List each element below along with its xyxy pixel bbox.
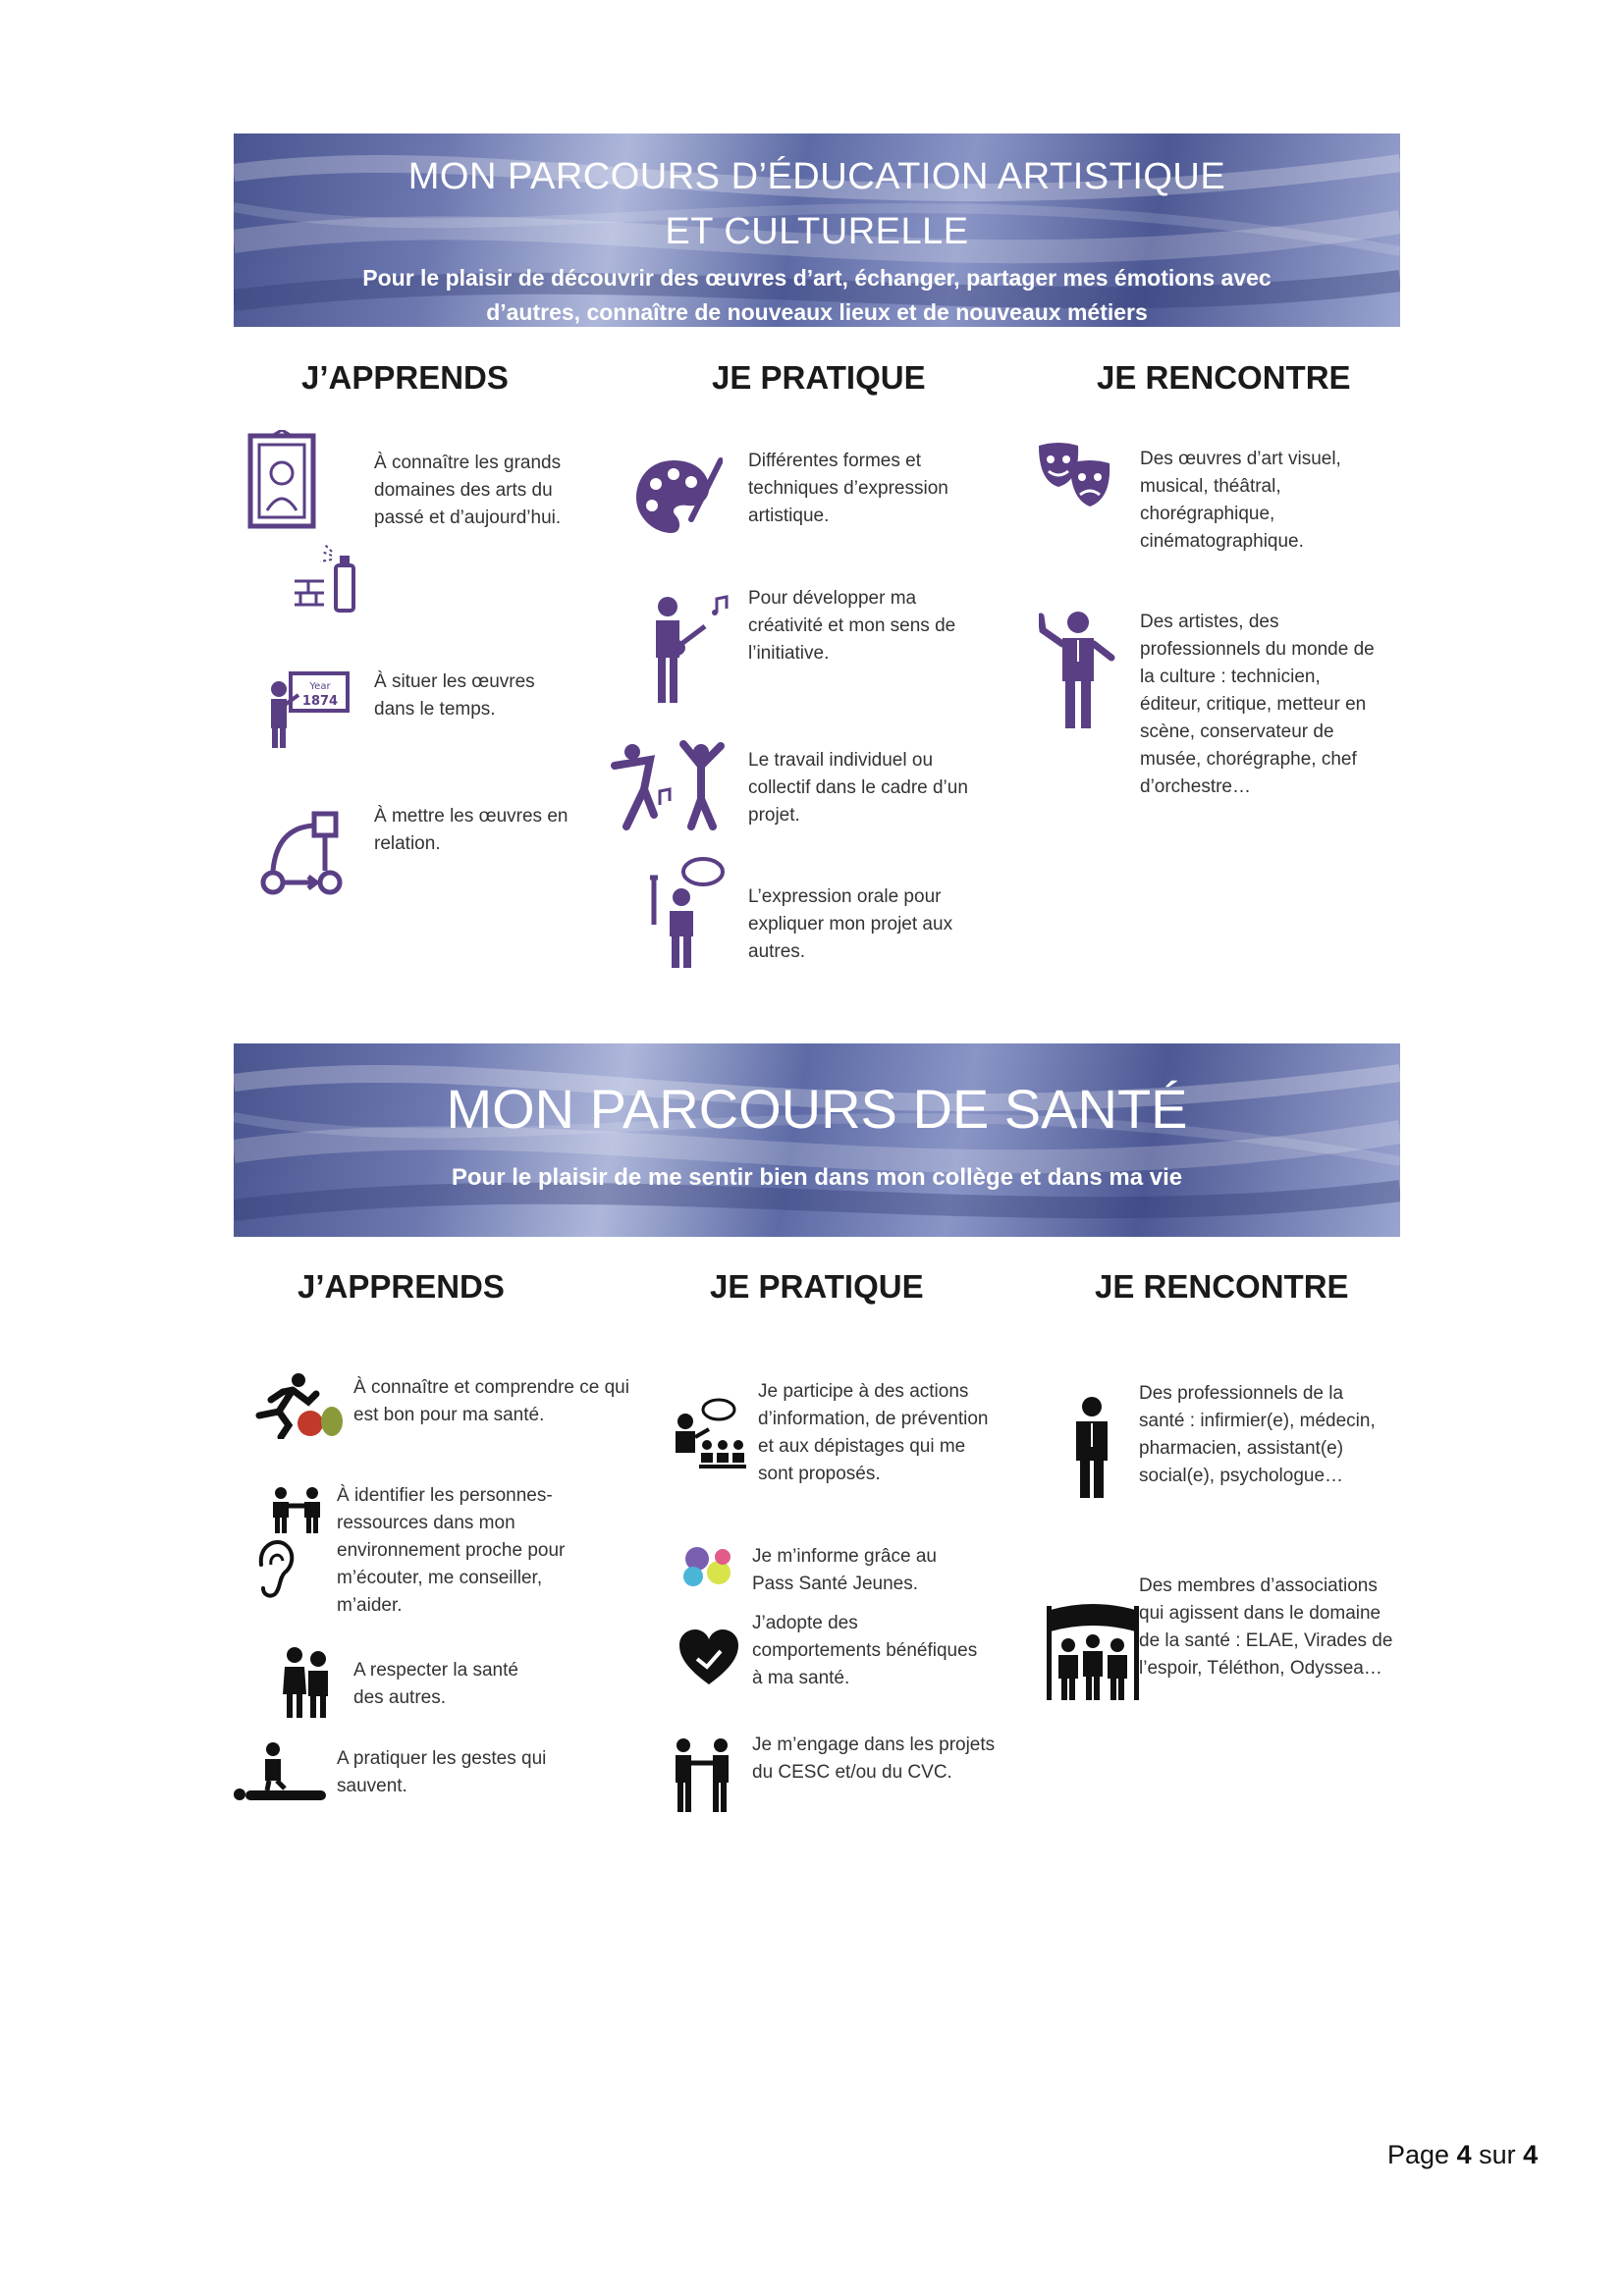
s1-rencontre-item-1: Des œuvres d’art visuel, musical, théâtral, chorégraphique, cinématographique. bbox=[1140, 449, 1341, 552]
section2-col-rencontre: JE RENCONTRE bbox=[1095, 1268, 1349, 1305]
dancers-icon bbox=[611, 740, 727, 830]
theatre-masks-icon bbox=[1037, 442, 1111, 508]
handshake-people-icon bbox=[672, 1737, 732, 1812]
section1-title: MON PARCOURS D’ÉDUCATION ARTISTIQUE ET CULTURELLE bbox=[407, 156, 1226, 252]
s1-pratique-item-3: Le travail individuel ou collectif dans le cadre d’un projet. bbox=[748, 750, 968, 826]
speaker-icon bbox=[644, 856, 729, 970]
runner-with-fruit-icon bbox=[253, 1372, 346, 1439]
presenter-audience-icon bbox=[672, 1398, 746, 1474]
ear-icon bbox=[251, 1537, 297, 1600]
teacher-timeline-icon bbox=[265, 667, 352, 750]
s1-rencontre-item-2: Des artistes, des professionnels du monde de la culture : technicien, éditeur, critique, metteur en scène, conservateur de musée, chorégraphe, chef d’orchestre… bbox=[1140, 612, 1375, 797]
s2-apprends-item-3: A respecter la santé des autres. bbox=[353, 1660, 518, 1708]
two-people-icon bbox=[269, 1486, 324, 1533]
s2-apprends-item-4: A pratiquer les gestes qui sauvent. bbox=[337, 1748, 547, 1796]
s2-apprends-item-2: À identifier les personnes-ressources dans mon environnement proche pour m’écouter, me conseiller, m’aider. bbox=[337, 1485, 566, 1616]
relation-diagram-icon bbox=[257, 808, 352, 898]
svg-text:1874: 1874 bbox=[301, 694, 339, 709]
s1-apprends-item-3: À mettre les œuvres en relation. bbox=[374, 806, 568, 854]
framed-painting-icon bbox=[247, 430, 316, 532]
page-prefix: Page bbox=[1387, 2140, 1457, 2169]
heart-hands-icon bbox=[677, 1629, 740, 1686]
section2-title: MON PARCOURS DE SANTÉ bbox=[446, 1078, 1188, 1140]
s2-pratique-item-3: J’adopte des comportements bénéfiques à ma santé. bbox=[752, 1613, 978, 1688]
s1-pratique-item-4: L’expression orale pour expliquer mon projet aux autres. bbox=[748, 886, 953, 962]
two-people-respect-icon bbox=[279, 1645, 334, 1718]
pass-sante-logo-icon bbox=[676, 1545, 740, 1590]
s2-pratique-item-1: Je participe à des actions d’information, de prévention et aux dépistages qui me sont proposés. bbox=[758, 1381, 989, 1484]
conductor-icon bbox=[1039, 609, 1117, 730]
s1-apprends-item-1: À connaître les grands domaines des arts du passé et d’aujourd’hui. bbox=[374, 453, 562, 528]
section1-col-rencontre: JE RENCONTRE bbox=[1097, 359, 1351, 396]
palette-icon bbox=[634, 456, 723, 537]
page-middle: sur bbox=[1471, 2140, 1524, 2169]
page-number bbox=[1387, 2140, 1538, 2170]
section1-subtitle-line2: d’autres, connaître de nouveaux lieux et de nouveaux métiers bbox=[486, 299, 1148, 325]
s1-pratique-item-1: Différentes formes et techniques d’expression artistique. bbox=[748, 451, 948, 526]
banner-parcours-sante bbox=[234, 1043, 1400, 1237]
section1-subtitle-line1: Pour le plaisir de découvrir des œuvres d’art, échanger, partager mes émotions avec bbox=[362, 265, 1272, 291]
page-total: 4 bbox=[1523, 2140, 1539, 2169]
s1-apprends-item-2: À situer les œuvres dans le temps. bbox=[374, 671, 535, 720]
s2-pratique-item-4: Je m’engage dans les projets du CESC et/ou du CVC. bbox=[752, 1735, 996, 1783]
s2-apprends-item-1: À connaître et comprendre ce qui est bon pour ma santé. bbox=[353, 1377, 629, 1425]
group-banner-icon bbox=[1045, 1596, 1141, 1702]
s1-pratique-item-2: Pour développer ma créativité et mon sens de l’initiative. bbox=[748, 588, 956, 664]
s2-rencontre-item-1: Des professionnels de la santé : infirmier(e), médecin, pharmacien, assistant(e) social(e), psychologue… bbox=[1139, 1383, 1376, 1486]
section1-col-apprends: J’APPRENDS bbox=[301, 359, 509, 396]
section1-col-pratique: JE PRATIQUE bbox=[712, 359, 926, 396]
first-aid-cpr-icon bbox=[234, 1741, 332, 1804]
s2-pratique-item-2: Je m’informe grâce au Pass Santé Jeunes. bbox=[752, 1546, 937, 1594]
section2-subtitle: Pour le plaisir de me sentir bien dans mon collège et dans ma vie bbox=[451, 1164, 1183, 1191]
section2-col-pratique: JE PRATIQUE bbox=[710, 1268, 924, 1305]
section2-col-apprends: J’APPRENDS bbox=[298, 1268, 505, 1305]
graffiti-spray-icon bbox=[289, 542, 361, 614]
svg-text:Year: Year bbox=[309, 681, 331, 692]
s2-rencontre-item-2: Des membres d’associations qui agissent dans le domaine de la santé : ELAE, Virades de l’espoir, Téléthon, Odyssea… bbox=[1139, 1575, 1393, 1679]
professional-person-icon bbox=[1072, 1396, 1111, 1498]
guitarist-icon bbox=[648, 595, 732, 705]
banner-education-artistique bbox=[234, 133, 1400, 327]
page-current: 4 bbox=[1456, 2140, 1472, 2169]
